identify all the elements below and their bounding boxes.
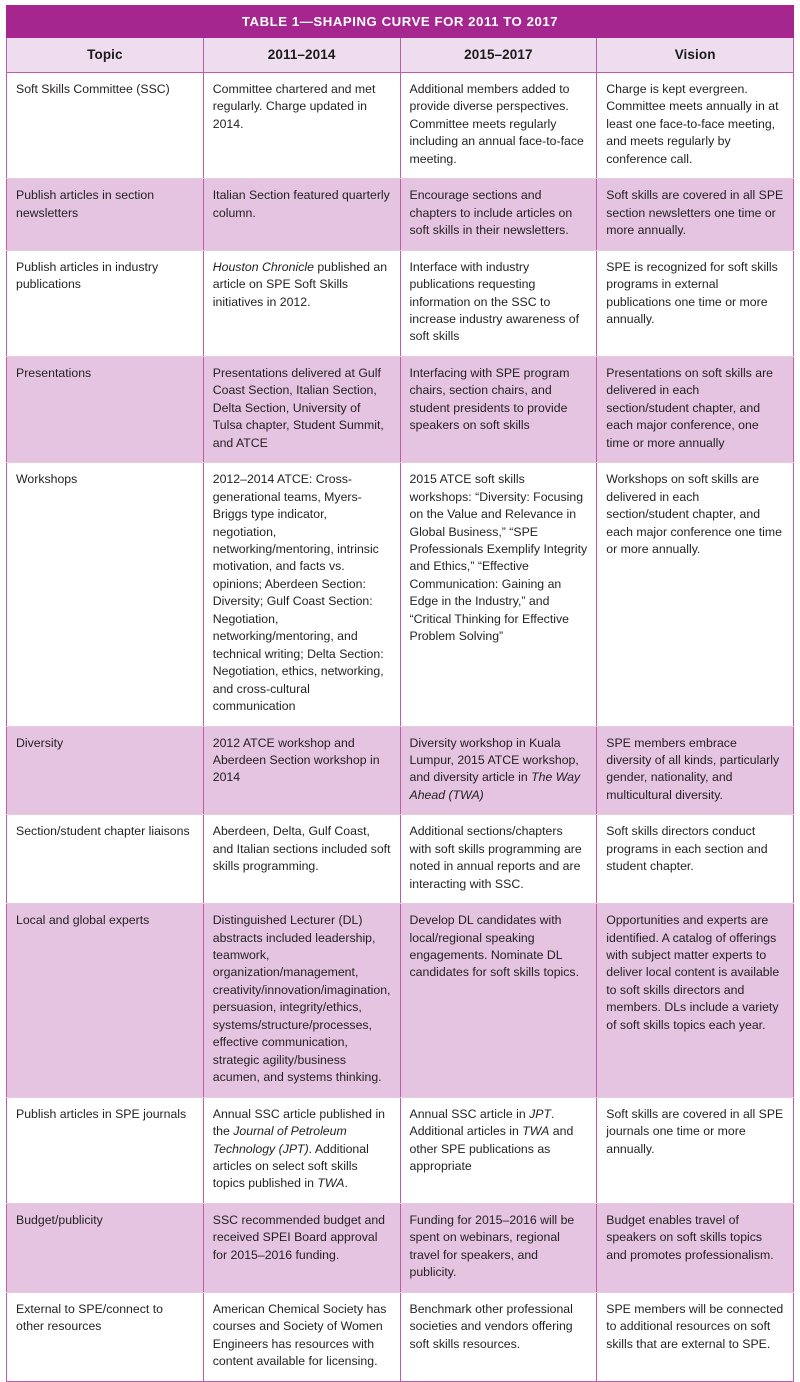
row-topic-cell: External to SPE/connect to other resources — [7, 1292, 204, 1381]
table-cell: Italian Section featured quarterly column. — [203, 179, 400, 250]
table-cell: Opportunities and experts are identified. A catalog of offerings with subject matter experts to deliver local content is available to soft skills directors and members. DLs include a variety of soft skills topics each year. — [597, 904, 794, 1098]
table-cell: Charge is kept evergreen. Committee meets annually in at least one face-to-face meeting, and meets regularly by conference call. — [597, 73, 794, 179]
table-cell: Distinguished Lecturer (DL) abstracts included leadership, teamwork, organization/management, creativity/innovation/imagination, persuasion, integrity/ethics, systems/structure/processes, effective communication, strategic agility/business acumen, and systems thinking. — [203, 904, 400, 1098]
table-cell: Committee chartered and met regularly. Charge updated in 2014. — [203, 73, 400, 179]
table-row — [7, 356, 794, 462]
table-cell: 2012 ATCE workshop and Aberdeen Section workshop in 2014 — [203, 726, 400, 815]
table-cell: Develop DL candidates with local/regional speaking engagements. Nominate DL candidates for soft skills topics. — [400, 904, 597, 1098]
table-body — [7, 73, 794, 1382]
table-cell: Additional members added to provide diverse perspectives. Committee meets regularly including an annual face-to-face meeting. — [400, 73, 597, 179]
table-row — [7, 726, 794, 815]
table-cell: Additional sections/chapters with soft skills programming are noted in annual reports and are interacting with SSC. — [400, 815, 597, 904]
row-topic-cell: Publish articles in SPE journals — [7, 1097, 204, 1203]
table-row — [7, 904, 794, 1098]
table-cell: Workshops on soft skills are delivered in each section/student chapter, and each major conference one time or more annually. — [597, 463, 794, 726]
row-topic-cell: Workshops — [7, 463, 204, 726]
table-row — [7, 1292, 794, 1381]
table-title-row — [7, 6, 794, 38]
table-row — [7, 815, 794, 904]
table-cell: Funding for 2015–2016 will be spent on webinars, regional travel for speakers, and publicity. — [400, 1203, 597, 1292]
table-cell: American Chemical Society has courses and Society of Women Engineers has resources with content available for licensing. — [203, 1292, 400, 1381]
table-row — [7, 463, 794, 726]
table-header-row — [7, 38, 794, 73]
row-topic-cell: Section/student chapter liaisons — [7, 815, 204, 904]
table-cell: SPE members embrace diversity of all kinds, particularly gender, nationality, and multicultural diversity. — [597, 726, 794, 815]
table-row — [7, 1203, 794, 1292]
row-topic-cell: Diversity — [7, 726, 204, 815]
table-title: TABLE 1—SHAPING CURVE FOR 2011 TO 2017 — [7, 6, 794, 38]
table-cell: Aberdeen, Delta, Gulf Coast, and Italian sections included soft skills programming. — [203, 815, 400, 904]
column-header-topic: Topic — [7, 38, 204, 73]
table-cell: SSC recommended budget and received SPEI Board approval for 2015–2016 funding. — [203, 1203, 400, 1292]
row-topic-cell: Local and global experts — [7, 904, 204, 1098]
table-row — [7, 73, 794, 179]
table-cell: 2012–2014 ATCE: Cross-generational teams, Myers-Briggs type indicator, negotiation, networking/mentoring, intrinsic motivation, and facts vs. opinions; Aberdeen Section: Diversity; Gulf Coast Section: Negotiation, networking/mentoring, and technical writing; Delta Section: Negotiation, ethics, networking, and cross-cultural communication — [203, 463, 400, 726]
row-topic-cell: Presentations — [7, 356, 204, 462]
table-cell: Houston Chronicle published an article on SPE Soft Skills initiatives in 2012. — [203, 250, 400, 356]
row-topic-cell: Publish articles in section newsletters — [7, 179, 204, 250]
column-header-vision: Vision — [597, 38, 794, 73]
table-cell: SPE is recognized for soft skills programs in external publications one time or more annually. — [597, 250, 794, 356]
table-row — [7, 250, 794, 356]
table-cell: Soft skills are covered in all SPE journals one time or more annually. — [597, 1097, 794, 1203]
table-cell: Benchmark other professional societies and vendors offering soft skills resources. — [400, 1292, 597, 1381]
table-cell: Soft skills directors conduct programs in each section and student chapter. — [597, 815, 794, 904]
table-row — [7, 1097, 794, 1203]
column-header-2011-2014: 2011–2014 — [203, 38, 400, 73]
shaping-curve-table — [6, 5, 794, 1382]
table-cell: Diversity workshop in Kuala Lumpur, 2015 ATCE workshop, and diversity article in The Way Ahead (TWA) — [400, 726, 597, 815]
row-topic-cell: Publish articles in industry publications — [7, 250, 204, 356]
table-cell: Annual SSC article in JPT. Additional articles in TWA and other SPE publications as appropriate — [400, 1097, 597, 1203]
table-head — [7, 6, 794, 73]
table-cell: Presentations delivered at Gulf Coast Section, Italian Section, Delta Section, University of Tulsa chapter, Student Summit, and ATCE — [203, 356, 400, 462]
table-row — [7, 179, 794, 250]
table-cell: Soft skills are covered in all SPE section newsletters one time or more annually. — [597, 179, 794, 250]
table-cell: Encourage sections and chapters to include articles on soft skills in their newsletters. — [400, 179, 597, 250]
row-topic-cell: Budget/publicity — [7, 1203, 204, 1292]
table-cell: Interfacing with SPE program chairs, section chairs, and student presidents to provide speakers on soft skills — [400, 356, 597, 462]
table-cell: Annual SSC article published in the Journal of Petroleum Technology (JPT). Additional articles on select soft skills topics published in TWA. — [203, 1097, 400, 1203]
column-header-2015-2017: 2015–2017 — [400, 38, 597, 73]
row-topic-cell: Soft Skills Committee (SSC) — [7, 73, 204, 179]
table-cell: Presentations on soft skills are delivered in each section/student chapter, and each major conference, one time or more annually — [597, 356, 794, 462]
table-cell: SPE members will be connected to additional resources on soft skills that are external to SPE. — [597, 1292, 794, 1381]
table-cell: 2015 ATCE soft skills workshops: “Diversity: Focusing on the Value and Relevance in Global Business,” “SPE Professionals Exemplify Integrity and Ethics,” “Effective Communication: Gaining an Edge in the Industry,” and “Critical Thinking for Effective Problem Solving” — [400, 463, 597, 726]
table-cell: Interface with industry publications requesting information on the SSC to increase industry awareness of soft skills — [400, 250, 597, 356]
table-cell: Budget enables travel of speakers on soft skills topics and promotes professionalism. — [597, 1203, 794, 1292]
